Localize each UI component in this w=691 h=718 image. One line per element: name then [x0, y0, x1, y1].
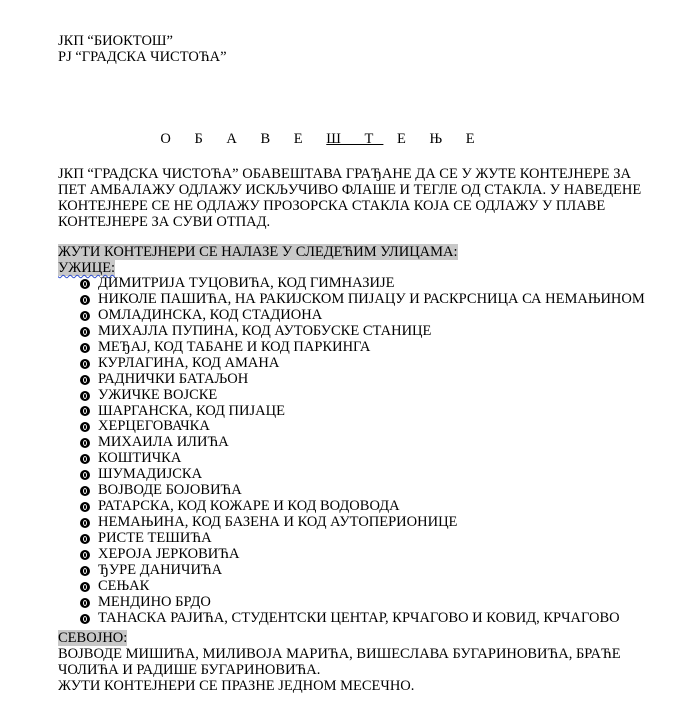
street-name: ШУМАДИЈСКА: [98, 466, 203, 483]
list-item: [80, 563, 645, 579]
street-name: НИКОЛЕ ПАШИЋА, НА РАКИЈСКОМ ПИЈАЦУ И РАСКРСНИЦА СА НЕМАЊИНОМ: [98, 290, 645, 307]
list-item: [80, 340, 645, 356]
list-item: [80, 308, 645, 324]
numbered-circle-bullet-icon: [80, 454, 90, 464]
intro-line: КОНТЕЈНЕРЕ ЗА СУВИ ОТПАД.: [58, 214, 271, 230]
intro-line: ПЕТ АМБАЛАЖУ ОДЛАЖУ ИСКЉУЧИВО ФЛАШЕ И ТЕГЛЕ ОД СТАКЛА. У НАВЕДЕНЕ: [58, 182, 642, 198]
numbered-circle-bullet-icon: [80, 359, 90, 369]
list-item: [80, 276, 645, 292]
numbered-circle-bullet-icon: [80, 343, 90, 353]
numbered-circle-bullet-icon: [80, 486, 90, 496]
numbered-circle-bullet-icon: [80, 279, 90, 289]
numbered-circle-bullet-icon: [80, 598, 90, 608]
list-item: [80, 531, 645, 547]
street-name: ТАНАСКА РАЈИЋА, СТУДЕНТСКИ ЦЕНТАР, КРЧАГОВО И КОВИД, КРЧАГОВО: [98, 609, 620, 626]
numbered-circle-bullet-icon: [80, 518, 90, 528]
street-name: КОШТИЧКА: [98, 450, 182, 467]
sevojno-streets-line: ЧОЛИЋА И РАДИШЕ БУГАРИНОВИЋА.: [58, 662, 321, 678]
street-name: ЂУРЕ ДАНИЧИЋА: [98, 561, 223, 578]
numbered-circle-bullet-icon: [80, 311, 90, 321]
numbered-circle-bullet-icon: [80, 550, 90, 560]
sevojno-section: [58, 630, 621, 694]
numbered-circle-bullet-icon: [80, 327, 90, 337]
street-name: ХЕРЦЕГОВАЧКА: [98, 418, 210, 435]
numbered-circle-bullet-icon: [80, 422, 90, 432]
street-list: [80, 276, 645, 627]
list-item: [80, 595, 645, 611]
numbered-circle-bullet-icon: [80, 534, 90, 544]
street-name: СЕЊАК: [98, 577, 150, 594]
list-item: [80, 419, 645, 435]
city-label-sevojno: СЕВОЈНО:: [58, 630, 128, 646]
organization-unit: РЈ “ГРАДСКА ЧИСТОЋА”: [58, 49, 227, 65]
numbered-circle-bullet-icon: [80, 470, 90, 480]
list-item: [80, 579, 645, 595]
list-item: [80, 372, 645, 388]
intro-paragraph: [58, 166, 642, 230]
street-name: РАДНИЧКИ БАТАЉОН: [98, 370, 249, 387]
street-name: ОМЛАДИНСКА, КОД СТАДИОНА: [98, 306, 323, 323]
list-item: [80, 467, 645, 483]
list-item: [80, 547, 645, 563]
emptying-schedule-note: ЖУТИ КОНТЕЈНЕРИ СЕ ПРАЗНЕ ЈЕДНОМ МЕСЕЧНО.: [58, 678, 415, 694]
locations-heading: ЖУТИ КОНТЕЈНЕРИ СЕ НАЛАЗЕ У СЛЕДЕЋИМ УЛИЦАМА:: [58, 244, 458, 260]
street-name: КУРЛАГИНА, КОД АМАНА: [98, 354, 280, 371]
list-item: [80, 499, 645, 515]
street-name: ХЕРОЈА ЈЕРКОВИЋА: [98, 545, 240, 562]
list-item: [80, 483, 645, 499]
notice-title: [0, 130, 645, 148]
list-item: [80, 515, 645, 531]
numbered-circle-bullet-icon: [80, 502, 90, 512]
title-part-2-underlined: Ш Т: [326, 131, 384, 147]
numbered-circle-bullet-icon: [80, 582, 90, 592]
list-item: [80, 356, 645, 372]
intro-line: КОНТЕЈНЕРЕ СЕ НЕ ОДЛАЖУ ПРОЗОРСКА СТАКЛА КОЈА СЕ ОДЛАЖУ У ПЛАВЕ: [58, 198, 606, 214]
street-name: МЕНДИНО БРДО: [98, 593, 211, 610]
numbered-circle-bullet-icon: [80, 406, 90, 416]
numbered-circle-bullet-icon: [80, 614, 90, 624]
street-name: МИХАЈЛА ПУПИНА, КОД АУТОБУСКЕ СТАНИЦЕ: [98, 322, 432, 339]
title-part-1: О Б А В Е: [160, 131, 327, 147]
street-name: ВОЈВОДЕ БОЈОВИЋА: [98, 482, 242, 499]
list-item: [80, 451, 645, 467]
numbered-circle-bullet-icon: [80, 375, 90, 385]
list-item: [80, 292, 645, 308]
street-name: ДИМИТРИЈА ТУЦОВИЋА, КОД ГИМНАЗИЈЕ: [98, 275, 395, 291]
sevojno-streets-line: ВОЈВОДЕ МИШИЋА, МИЛИВОЈА МАРИЋА, ВИШЕСЛАВА БУГАРИНОВИЋА, БРАЋЕ: [58, 646, 621, 662]
numbered-circle-bullet-icon: [80, 391, 90, 401]
intro-line: ЈКП “ГРАДСКА ЧИСТОЋА” ОБАВЕШТАВА ГРАЂАНЕ ДА СЕ У ЖУТЕ КОНТЕЈНЕРЕ ЗА: [58, 166, 631, 182]
numbered-circle-bullet-icon: [80, 295, 90, 305]
list-item: [80, 404, 645, 420]
city-label-uzice: УЖИЦЕ:: [58, 260, 116, 276]
locations-section-header: [58, 244, 458, 276]
title-part-3: Е Њ Е: [383, 131, 485, 147]
organization-header: [58, 33, 227, 65]
organization-name: ЈКП “БИОКТОШ”: [58, 33, 173, 49]
street-name: МЕЂАЈ, КОД ТАБАНЕ И КОД ПАРКИНГА: [98, 338, 371, 355]
list-item: [80, 611, 645, 627]
street-name: МИХАИЛА ИЛИЋА: [98, 434, 229, 451]
street-name: ШАРГАНСКА, КОД ПИЈАЦЕ: [98, 402, 285, 419]
street-name: НЕМАЊИНА, КОД БАЗЕНА И КОД АУТОПЕРИОНИЦЕ: [98, 514, 458, 531]
street-name: РИСТЕ ТЕШИЋА: [98, 530, 212, 546]
street-name: УЖИЧКЕ ВОЈСКЕ: [98, 386, 218, 403]
numbered-circle-bullet-icon: [80, 566, 90, 576]
street-name: РАТАРСКА, КОД КОЖАРЕ И КОД ВОДОВОДА: [98, 498, 400, 515]
list-item: [80, 435, 645, 451]
numbered-circle-bullet-icon: [80, 438, 90, 448]
list-item: [80, 324, 645, 340]
list-item: [80, 388, 645, 404]
